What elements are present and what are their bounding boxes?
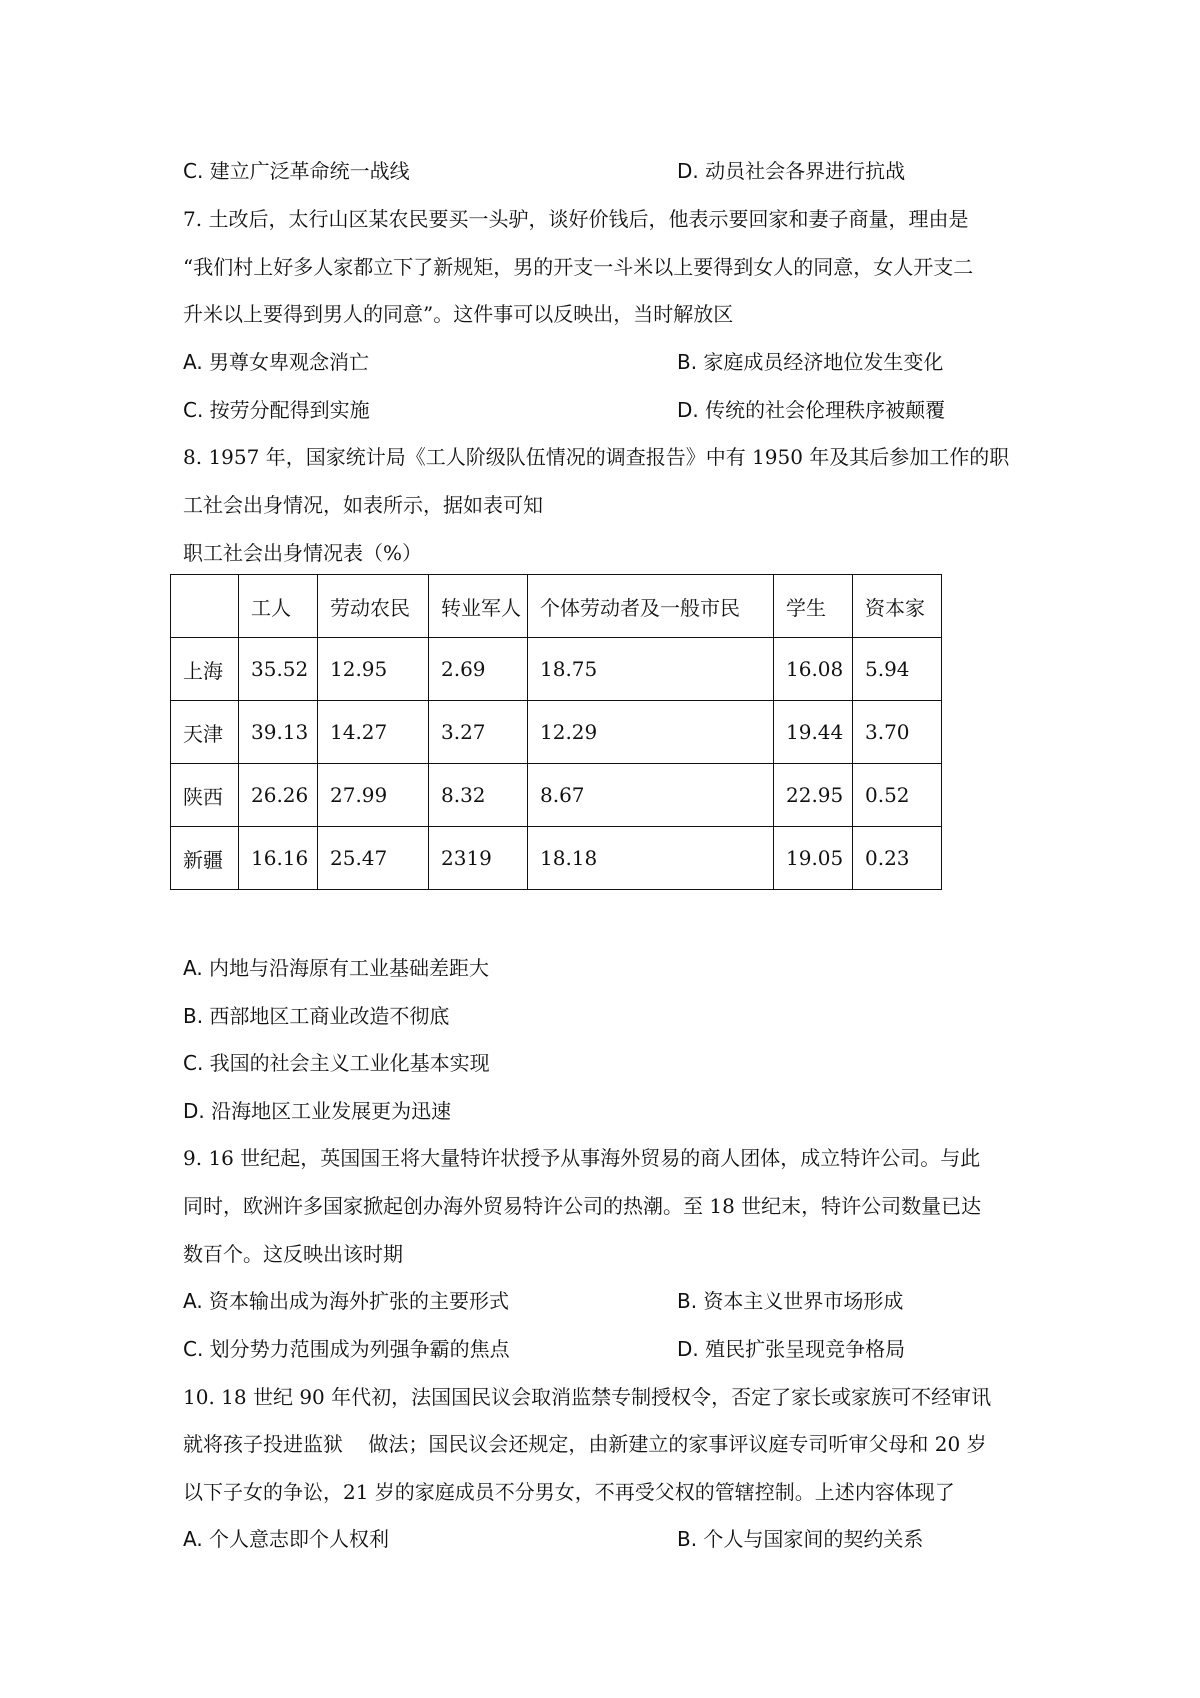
table-cell: 26.26 [239, 764, 318, 827]
table-cell: 18.18 [528, 827, 774, 890]
table-cell: 19.44 [774, 701, 853, 764]
table-cell: 新疆 [171, 827, 239, 890]
q10-stem-line-2: 就将孩子投进监狱 做法；国民议会还规定，由新建立的家事评议庭专司听审父母和 20 岁 [183, 1432, 987, 1456]
q7-stem-line-2: “我们村上好多人家都立下了新规矩，男的开支一斗米以上要得到女人的同意，女人开支二 [183, 255, 974, 279]
table-row [171, 638, 942, 701]
table-cell: 0.23 [853, 827, 942, 890]
q6-option-c: C. 建立广泛革命统一战线 [183, 159, 410, 183]
table-cell: 上海 [171, 638, 239, 701]
q8-table-caption: 职工社会出身情况表（%） [183, 541, 423, 565]
table-cell: 35.52 [239, 638, 318, 701]
q8-option-b: B. 西部地区工商业改造不彻底 [183, 1004, 450, 1028]
q7-option-b: B. 家庭成员经济地位发生变化 [677, 350, 944, 374]
q9-option-a: A. 资本输出成为海外扩张的主要形式 [183, 1289, 510, 1313]
table-cell: 12.29 [528, 701, 774, 764]
table-cell: 天津 [171, 701, 239, 764]
q10-option-b: B. 个人与国家间的契约关系 [677, 1527, 924, 1551]
table-cell: 2.69 [429, 638, 528, 701]
q10-option-a: A. 个人意志即个人权利 [183, 1527, 390, 1551]
table-cell: 14.27 [318, 701, 429, 764]
table-row [171, 701, 942, 764]
q6-option-d: D. 动员社会各界进行抗战 [677, 159, 906, 183]
q8-stem-line-1: 8. 1957 年，国家统计局《工人阶级队伍情况的调查报告》中有 1950 年及其后参加工作的职 [183, 445, 1010, 469]
table-cell: 12.95 [318, 638, 429, 701]
table-header-row [171, 575, 942, 638]
table-cell: 25.47 [318, 827, 429, 890]
q7-stem-line-3: 升米以上要得到男人的同意”。这件事可以反映出，当时解放区 [183, 302, 734, 326]
q7-option-c: C. 按劳分配得到实施 [183, 398, 370, 422]
q8-option-a: A. 内地与沿海原有工业基础差距大 [183, 956, 490, 980]
q9-option-c: C. 划分势力范围成为列强争霸的焦点 [183, 1337, 510, 1361]
table-cell: 16.16 [239, 827, 318, 890]
q9-option-d: D. 殖民扩张呈现竞争格局 [677, 1337, 906, 1361]
table-header-cell: 资本家 [853, 575, 942, 638]
q8-stem-line-2: 工社会出身情况，如表所示，据如表可知 [183, 493, 543, 517]
table-cell: 8.67 [528, 764, 774, 827]
table-cell: 39.13 [239, 701, 318, 764]
table-header-cell: 个体劳动者及一般市民 [528, 575, 774, 638]
q9-stem-line-2: 同时，欧洲许多国家掀起创办海外贸易特许公司的热潮。至 18 世纪末，特许公司数量已达 [183, 1194, 982, 1218]
q7-option-a: A. 男尊女卑观念消亡 [183, 350, 370, 374]
table-cell: 19.05 [774, 827, 853, 890]
table-cell: 16.08 [774, 638, 853, 701]
table-cell: 22.95 [774, 764, 853, 827]
table-cell: 3.70 [853, 701, 942, 764]
q7-stem-line-1: 7. 土改后，太行山区某农民要买一头驴，谈好价钱后，他表示要回家和妻子商量，理由是 [183, 207, 969, 231]
q10-stem-line-3: 以下子女的争讼，21 岁的家庭成员不分男女，不再受父权的管辖控制。上述内容体现了 [183, 1480, 955, 1504]
table-header-cell [171, 575, 239, 638]
table-cell: 27.99 [318, 764, 429, 827]
q9-option-b: B. 资本主义世界市场形成 [677, 1289, 904, 1313]
table-cell: 0.52 [853, 764, 942, 827]
q8-option-c: C. 我国的社会主义工业化基本实现 [183, 1051, 490, 1075]
table-cell: 5.94 [853, 638, 942, 701]
q10-stem-line-1: 10. 18 世纪 90 年代初，法国国民议会取消监禁专制授权令，否定了家长或家族可不经审讯 [183, 1385, 992, 1409]
table-cell: 18.75 [528, 638, 774, 701]
table-header-cell: 转业军人 [429, 575, 528, 638]
table-cell: 8.32 [429, 764, 528, 827]
table-header-cell: 工人 [239, 575, 318, 638]
table-header-cell: 劳动农民 [318, 575, 429, 638]
q8-option-d: D. 沿海地区工业发展更为迅速 [183, 1099, 452, 1123]
table-row [171, 827, 942, 890]
q8-data-table [170, 574, 942, 890]
table-cell: 3.27 [429, 701, 528, 764]
q9-stem-line-3: 数百个。这反映出该时期 [183, 1242, 403, 1266]
table-cell: 2319 [429, 827, 528, 890]
table-header-cell: 学生 [774, 575, 853, 638]
q7-option-d: D. 传统的社会伦理秩序被颠覆 [677, 398, 946, 422]
q9-stem-line-1: 9. 16 世纪起，英国国王将大量特许状授予从事海外贸易的商人团体，成立特许公司。与此 [183, 1146, 981, 1170]
table-row [171, 764, 942, 827]
table-cell: 陕西 [171, 764, 239, 827]
